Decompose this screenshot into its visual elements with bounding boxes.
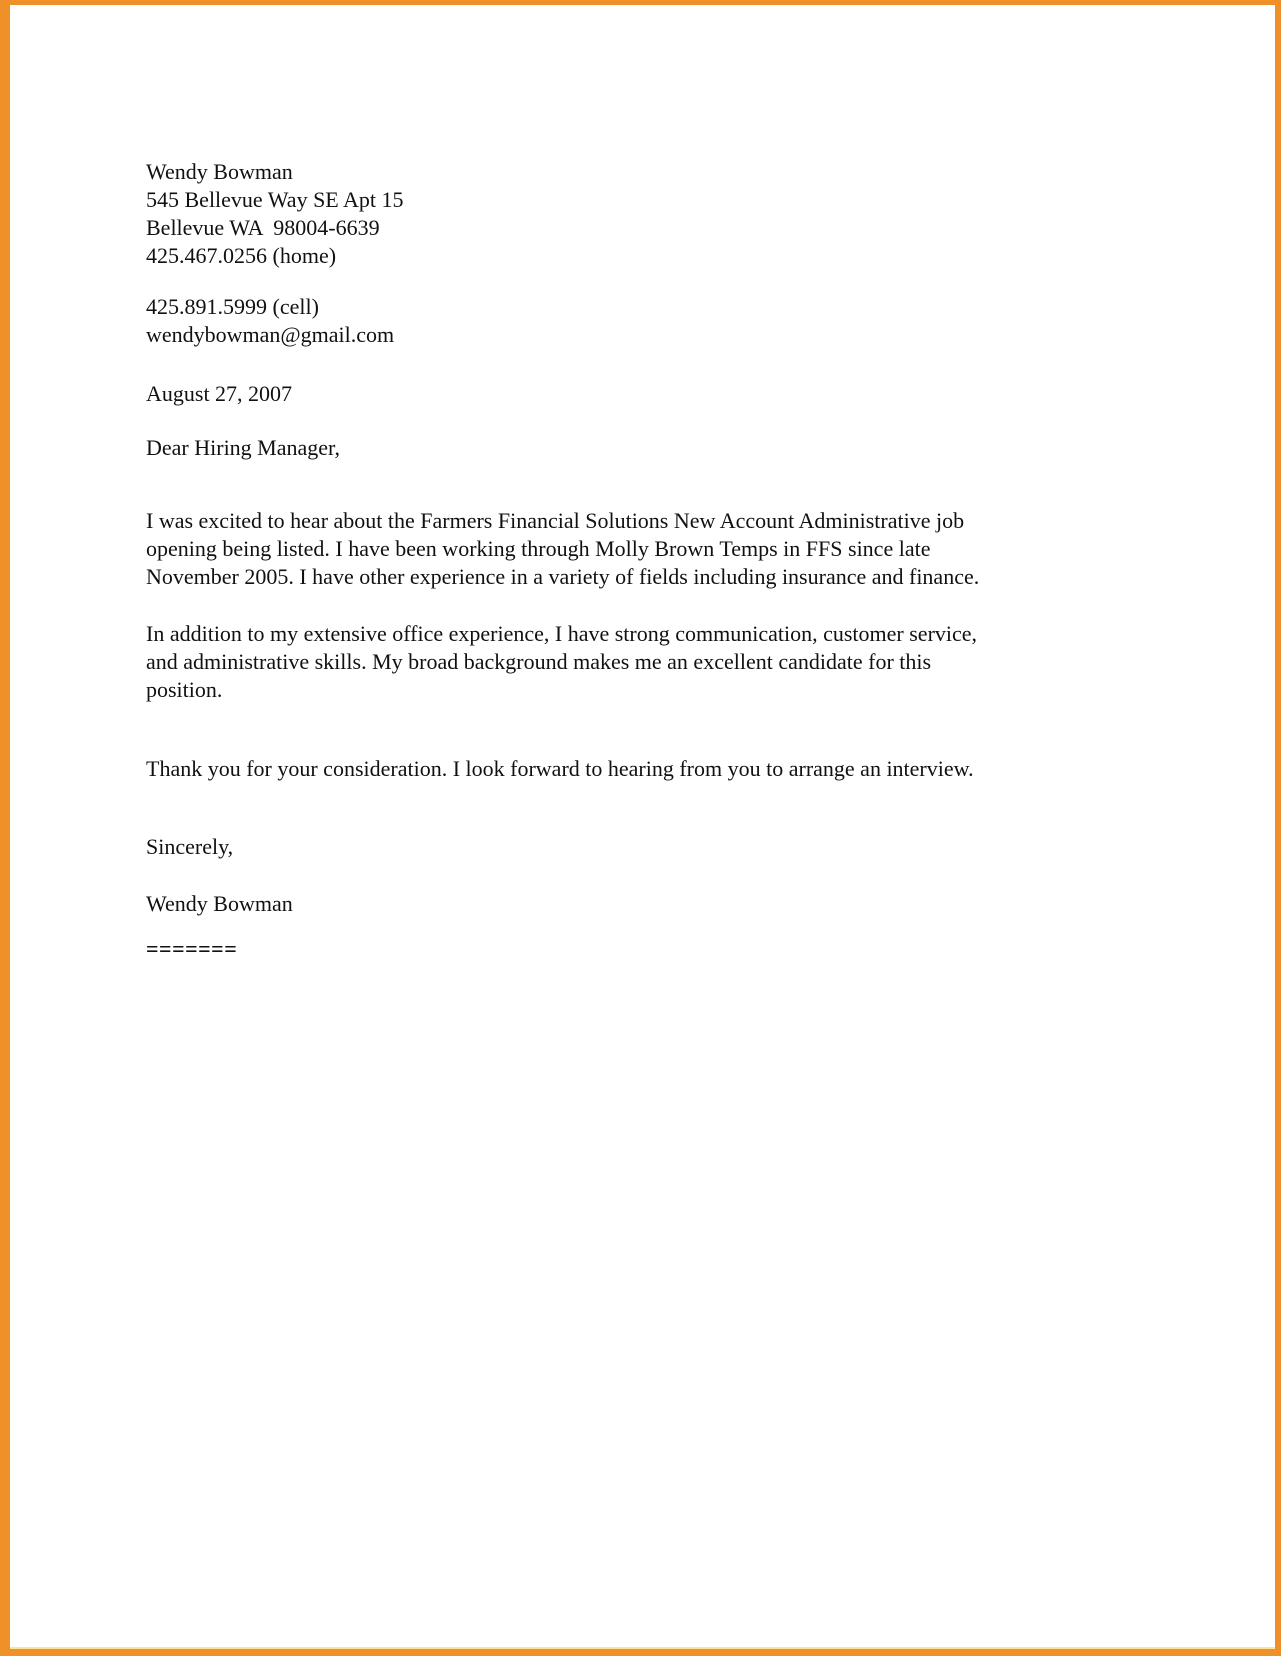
letter-page <box>10 5 1275 1647</box>
sender-phone-home: 425.467.0256 (home) <box>146 243 337 268</box>
body-paragraph-1 <box>146 507 1235 591</box>
signature-divider <box>146 935 1235 963</box>
signature-name: Wendy Bowman <box>146 891 293 916</box>
paragraph-line: Thank you for your consideration. I look forward to hearing from you to arrange an interview. <box>146 756 974 781</box>
letter-date: August 27, 2007 <box>146 381 293 406</box>
body-paragraph-2 <box>146 620 1235 704</box>
sender-email: wendybowman@gmail.com <box>146 322 395 347</box>
paragraph-line: opening being listed. I have been working through Molly Brown Temps in FFS since late <box>146 536 931 561</box>
salutation-block <box>146 434 1235 462</box>
closing-block <box>146 833 1235 861</box>
sender-name: Wendy Bowman <box>146 159 293 184</box>
paragraph-line: I was excited to hear about the Farmers Financial Solutions New Account Administrative job <box>146 508 965 533</box>
sender-contact-block <box>146 293 1235 349</box>
sender-phone-cell: 425.891.5999 (cell) <box>146 294 319 319</box>
signature-block <box>146 890 1235 918</box>
paragraph-line: November 2005. I have other experience in a variety of fields including insurance and finance. <box>146 564 980 589</box>
sender-info-block <box>146 158 1235 270</box>
signature-divider-text: ======= <box>146 936 238 961</box>
sender-address-line2: Bellevue WA 98004-6639 <box>146 215 380 240</box>
salutation: Dear Hiring Manager, <box>146 435 340 460</box>
paragraph-line: position. <box>146 677 223 702</box>
body-paragraph-3 <box>146 755 1235 783</box>
paragraph-line: and administrative skills. My broad background makes me an excellent candidate for this <box>146 649 932 674</box>
cover-letter <box>10 5 1275 963</box>
paragraph-line: In addition to my extensive office experience, I have strong communication, customer service, <box>146 621 978 646</box>
sender-address-line1: 545 Bellevue Way SE Apt 15 <box>146 187 404 212</box>
letter-date-block <box>146 380 1235 408</box>
closing: Sincerely, <box>146 834 234 859</box>
